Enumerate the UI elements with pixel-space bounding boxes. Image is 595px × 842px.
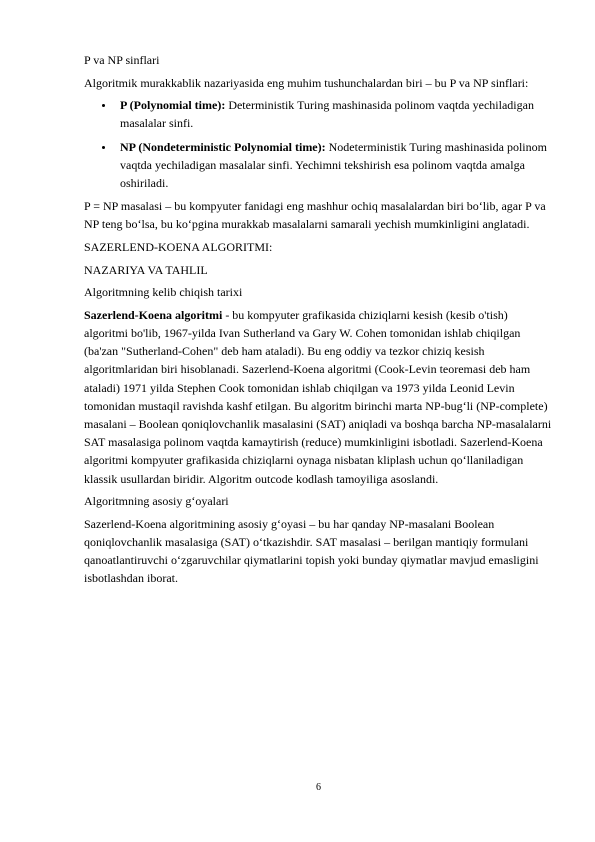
intro-paragraph: Algoritmik murakkablik nazariyasida eng muhim tushunchalardan biri – bu P va NP sinflari: [84, 75, 529, 90]
history-term: Sazerlend-Koena algoritmi [84, 307, 223, 322]
bullet-term: P (Polynomial time): [120, 98, 226, 113]
history-text: - bu kompyuter grafikasida chiziqlarni kesish (kesib o'tish) algoritmi bo'lib, 1967-yilda Ivan Sutherland va Gary W. Cohen tomonidan ishlab chiqilgan (ba'zan "Sutherland-Cohen" deb ham ataladi). Bu eng oddiy va tezkor chiziq kesish algoritmlaridan biri hisoblanadi. Sazerlend-Koena algoritmi (Cook-Levin teoremasi deb ham ataladi) 1971 yilda Stephen Cook tomonidan ishlab chiqilgan va 1973 yilda Leonid Levin tomonidan mustaqil ravishda kashf etilgan. Bu algoritm birinchi marta NP-bug‘li (NP-complete) masalani – Boolean qoniqlovchanlik masalasini (SAT) aniqladi va boshqa barcha NP-masalalarni SAT masalasiga polinom vaqtda kamaytirish (reduce) mumkinligini isbotladi. Sazerlend-Koena algoritmi kompyuter grafikasida chiziqlarni oynaga nisbatan kliplash uchun qo‘llaniladigan klassik usullardan biridir. Algoritm outcode kodlash tamoyiliga asoslandi. [84, 307, 552, 486]
bullet-term: NP (Nondeterministic Polynomial time): [120, 139, 326, 154]
main-idea-heading: Algoritmning asosiy g‘oyalari [84, 494, 229, 509]
page-number: 6 [316, 782, 321, 793]
algorithm-heading: SAZERLEND-KOENA ALGORITMI: [84, 240, 273, 254]
theory-heading: NAZARIYA VA TAHLIL [84, 262, 208, 277]
p-np-paragraph: P = NP masalasi – bu kompyuter fanidagi eng mashhur ochiq masalalardan biri bo‘lib, agar P va NP teng bo‘lsa, bu ko‘pgina murakkab masalalarni samarali yechish mumkinligini anglatadi. [84, 199, 546, 232]
list-item-np [84, 138, 554, 193]
document-page [84, 51, 554, 592]
history-paragraph [84, 306, 554, 488]
class-list [84, 96, 554, 192]
history-heading: Algoritmning kelib chiqish tarixi [84, 285, 243, 300]
bullet-text: Nodeterministik Turing mashinasida polinom vaqtda yechiladigan masalalar sinfi. Yechimni tekshirish esa polinom vaqtda amalga oshiriladi. [120, 139, 547, 190]
list-item-p [84, 96, 554, 132]
section-title: P va NP sinflari [84, 53, 160, 67]
bullet-text: Deterministik Turing mashinasida polinom vaqtda yechiladigan masalalar sinfi. [120, 98, 534, 131]
main-idea-paragraph: Sazerlend-Koena algoritmining asosiy g‘oyasi – bu har qanday NP-masalani Boolean qoniqlovchanlik masalasiga (SAT) o‘tkazishdir. SAT masalasi – berilgan mantiqiy formulani qanoatlantiruvchi o‘zgaruvchilar qiymatlarini topish yoki bunday qiymatlar mavjud emasligini isbotlashdan iborat. [84, 516, 539, 586]
